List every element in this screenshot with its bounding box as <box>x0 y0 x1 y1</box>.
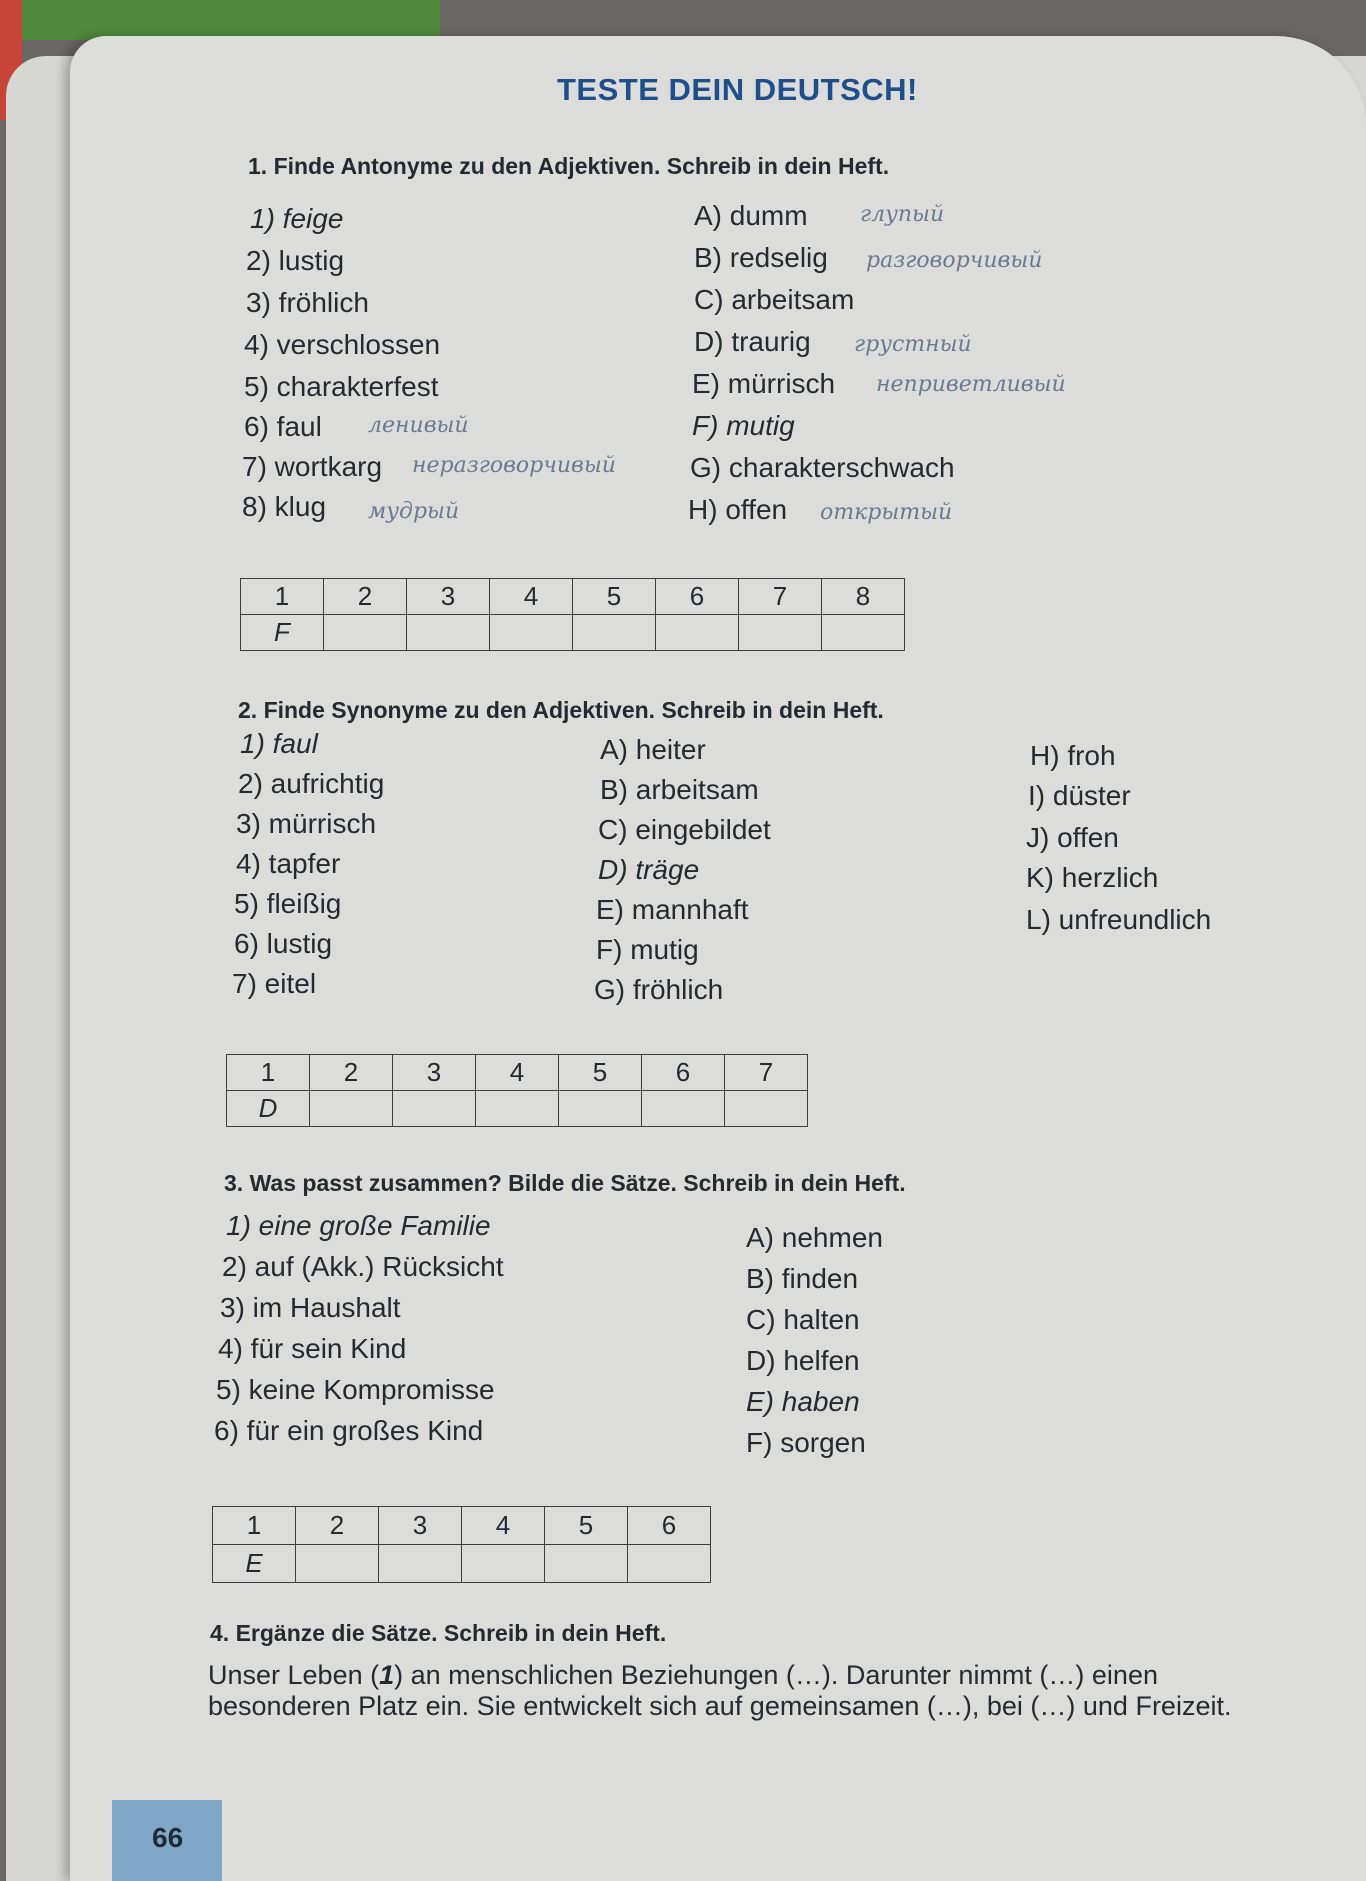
table-cell: 3 <box>407 579 490 615</box>
table-cell <box>476 1091 559 1127</box>
handwritten-note: неприветливый <box>876 372 1066 397</box>
ex1-left-item: 3) fröhlich <box>246 287 369 318</box>
ex2-item: F) mutig <box>596 934 699 965</box>
ex1-right-item: F) mutig <box>692 410 795 441</box>
table-cell: 7 <box>739 579 822 615</box>
table-cell <box>393 1091 476 1127</box>
ex3-right-item: C) halten <box>746 1304 860 1335</box>
handwritten-note: грустный <box>854 332 972 357</box>
ex1-left-item: 1) feige <box>250 203 344 234</box>
handwritten-note: ленивый <box>368 413 469 438</box>
ex2-item: J) offen <box>1026 822 1119 853</box>
table-cell <box>407 615 490 651</box>
handwritten-note: глупый <box>860 202 945 227</box>
ex2-item: B) arbeitsam <box>600 774 759 805</box>
ex1-right-item: A) dumm <box>694 200 808 231</box>
ex4-heading: 4. Ergänze die Sätze. Schreib in dein Heft. <box>210 1620 667 1646</box>
ex3-left-item: 1) eine große Familie <box>226 1210 491 1241</box>
table-cell <box>545 1545 628 1583</box>
table-cell: 6 <box>642 1055 725 1091</box>
page-title: TESTE DEIN DEUTSCH! <box>557 72 918 107</box>
ex4-text-part: Unser Leben ( <box>208 1660 380 1690</box>
ex1-right-item: G) charakterschwach <box>690 452 955 483</box>
ex3-right-item: D) helfen <box>746 1345 860 1376</box>
ex2-item: 2) aufrichtig <box>238 768 385 799</box>
ex3-right-item: B) finden <box>746 1263 859 1294</box>
ex4-gap-number: 1 <box>379 1660 395 1690</box>
ex3-left-item: 6) für ein großes Kind <box>214 1415 484 1446</box>
table-cell: 4 <box>476 1055 559 1091</box>
handwritten-note: мудрый <box>368 499 460 524</box>
ex1-right-item: H) offen <box>688 494 788 525</box>
ex2-item: D) träge <box>598 854 700 885</box>
table-cell: 5 <box>559 1055 642 1091</box>
ex3-left-item: 4) für sein Kind <box>218 1333 407 1364</box>
handwritten-note: неразговорчивый <box>412 453 616 478</box>
ex4-paragraph <box>208 1660 1308 1722</box>
table-cell: F <box>241 615 324 651</box>
table-cell: 1 <box>227 1055 310 1091</box>
table-cell <box>822 615 905 651</box>
table-cell <box>739 615 822 651</box>
table-cell: 2 <box>310 1055 393 1091</box>
ex1-left-item: 4) verschlossen <box>244 329 441 360</box>
ex4-text-part: ) an menschlichen Beziehungen (…). Darunter nimmt (…) einen besonderen Platz ein. Sie entwickelt sich auf gemeinsamen (…), bei (…) und Freizeit. <box>208 1660 1232 1721</box>
ex2-item: C) eingebildet <box>598 814 771 845</box>
page-number: 66 <box>152 1822 184 1853</box>
ex2-item: 5) fleißig <box>234 888 342 919</box>
ex1-left-item: 6) faul <box>244 411 322 442</box>
table-cell: 6 <box>656 579 739 615</box>
table-cell <box>656 615 739 651</box>
table-cell: 2 <box>324 579 407 615</box>
ex2-item: G) fröhlich <box>594 974 724 1005</box>
ex2-item: 4) tapfer <box>236 848 341 879</box>
table-cell: E <box>213 1545 296 1583</box>
table-cell <box>725 1091 808 1127</box>
table-cell: 8 <box>822 579 905 615</box>
table-cell <box>628 1545 711 1583</box>
ex2-item: 7) eitel <box>232 968 317 999</box>
table-cell <box>379 1545 462 1583</box>
ex2-answer-table <box>226 1054 808 1127</box>
ex2-item: L) unfreundlich <box>1026 904 1212 935</box>
table-cell: 7 <box>725 1055 808 1091</box>
ex3-answer-table <box>212 1506 711 1583</box>
table-cell: 1 <box>241 579 324 615</box>
table-cell <box>310 1091 393 1127</box>
ex1-left-item: 5) charakterfest <box>244 371 439 402</box>
table-cell: 4 <box>462 1507 545 1545</box>
ex3-heading: 3. Was passt zusammen? Bilde die Sätze. Schreib in dein Heft. <box>224 1170 906 1196</box>
ex1-right-item: C) arbeitsam <box>694 284 855 315</box>
table-cell: 3 <box>379 1507 462 1545</box>
ex1-right-item: B) redselig <box>694 242 828 273</box>
table-cell: 5 <box>545 1507 628 1545</box>
ex2-item: 6) lustig <box>234 928 333 959</box>
table-cell: 5 <box>573 579 656 615</box>
ex2-item <box>240 728 318 760</box>
ex2-item: K) herzlich <box>1026 862 1159 893</box>
table-cell: 1 <box>213 1507 296 1545</box>
ex1-left-item: 8) klug <box>242 491 327 522</box>
ex3-right-item: A) nehmen <box>746 1222 883 1253</box>
ex2-item: 3) mürrisch <box>236 808 377 839</box>
chapter-tab <box>0 0 440 40</box>
ex2-heading: 2. Finde Synonyme zu den Adjektiven. Schreib in dein Heft. <box>238 697 884 723</box>
ex1-right-item: D) traurig <box>694 326 811 357</box>
ex2-item-text: 1) faul <box>240 728 318 759</box>
ex3-left-item: 2) auf (Akk.) Rücksicht <box>222 1251 504 1282</box>
ex2-item: H) froh <box>1030 740 1116 771</box>
ex3-left-item: 5) keine Kompromisse <box>216 1374 495 1405</box>
handwritten-note: разговорчивый <box>866 248 1043 273</box>
table-cell: 6 <box>628 1507 711 1545</box>
ex2-item: I) düster <box>1028 780 1131 811</box>
ex2-item: A) heiter <box>600 734 706 765</box>
table-cell <box>642 1091 725 1127</box>
table-cell <box>490 615 573 651</box>
table-cell <box>296 1545 379 1583</box>
ex1-left-item: 7) wortkarg <box>242 451 383 482</box>
table-cell <box>559 1091 642 1127</box>
table-cell: D <box>227 1091 310 1127</box>
ex2-item: E) mannhaft <box>596 894 749 925</box>
ex3-right-item: E) haben <box>746 1386 860 1417</box>
table-cell: 2 <box>296 1507 379 1545</box>
table-cell: 4 <box>490 579 573 615</box>
table-cell <box>324 615 407 651</box>
table-cell <box>462 1545 545 1583</box>
handwritten-note: открытый <box>820 500 953 525</box>
ex3-right-item: F) sorgen <box>746 1427 866 1458</box>
ex1-heading: 1. Finde Antonyme zu den Adjektiven. Schreib in dein Heft. <box>248 153 890 179</box>
ex1-right-item: E) mürrisch <box>692 368 836 399</box>
table-cell: 3 <box>393 1055 476 1091</box>
ex1-answer-table <box>240 578 905 651</box>
table-cell <box>573 615 656 651</box>
ex3-left-item: 3) im Haushalt <box>220 1292 401 1323</box>
ex1-left-item: 2) lustig <box>246 245 345 276</box>
